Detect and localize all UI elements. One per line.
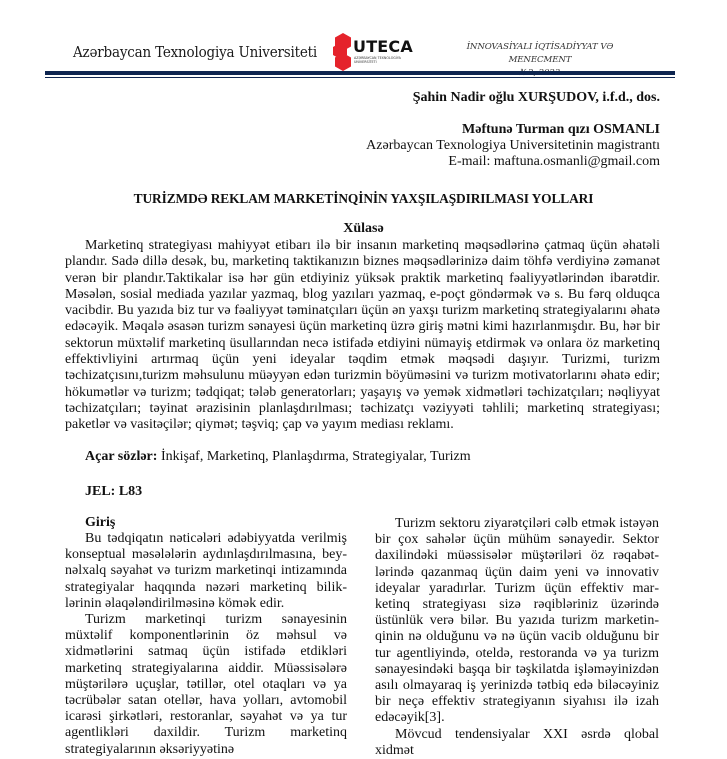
author-1-name: Şahin Nadir oğlu XURŞUDOV, i.f.d., dos. bbox=[412, 90, 660, 105]
logo-subtitle: AZƏRBAYCAN TEXNOLOGİYA UNİVERSİTETİ bbox=[354, 56, 401, 64]
header-rule-thin bbox=[45, 77, 675, 78]
section-heading-intro: Giriş bbox=[85, 515, 116, 530]
author-2-name: Məftunə Turman qızı OSMANLI bbox=[462, 122, 660, 137]
author-2-affiliation: Azərbaycan Texnologiya Universitetinin magistrantı bbox=[366, 138, 660, 153]
abstract-heading: Xülasə bbox=[343, 221, 384, 236]
paragraph: Mövcud tendensiyalar XXI əsrdə qlobal xidmət bbox=[375, 726, 659, 758]
keywords-list: İnkişaf, Marketinq, Planlaşdırma, Strategiyalar, Turizm bbox=[157, 449, 471, 464]
body-column-right bbox=[375, 516, 659, 759]
paragraph: Bu tədqiqatın nəticələri ədəbiyyatda verilmiş konseptual məsələlərin aydınlaşdırılmasına, beynəlxalq səyahət və turizm marketinqi intizamında strategiyalar haqqında nəzəri marketinq biliklərinin əlaqələndirilməsinə kömək edir. bbox=[65, 531, 347, 611]
uteca-logo bbox=[333, 33, 413, 71]
paragraph: Turizm sektoru ziyarətçiləri cəlb etmək istəyən bir çox sahələr üçün mühüm sənayedir. Sektor daxilindəki müəssisələr müştəriləri öz rəqabətlərində qazanmaq üçün daim yeni və innovativ ideyalar yaradırlar. Turizm üçün effektiv marketinq strategiyası sizə rəqibləriniz üzərində üstünlük verə bilər. Bu yazıda turizm marketinqinin nə olduğunu və nə üçün vacib olduğunu bir tur agentliyində, oteldə, restoranda və ya turizm sənayesindəki başqa bir təşkilatda işləməyinizdən asılı olmayaraq iş yerinizdə tətbiq edə biləcəyiniz bir neçə effektiv strategiyanın siyahısı ilə izah edəcəyik[3]. bbox=[375, 516, 659, 726]
university-name: Azərbaycan Texnologiya Universiteti bbox=[73, 45, 318, 61]
keywords-label: Açar sözlər: bbox=[85, 449, 158, 464]
jel-code: JEL: L83 bbox=[85, 484, 143, 499]
keywords bbox=[85, 449, 471, 465]
logo-wordmark: UTECA bbox=[353, 37, 413, 56]
body-column-left bbox=[65, 514, 347, 758]
paragraph: Turizm marketinqi turizm sənayesinin müxtəlif komponentlərinin öz məhsul və xidmətlərini satmaq üçün istifadə etdikləri marketinq strategiyalarına aiddir. Müəssisələrə müştərilərə uçuşlar, tətillər, otel otaqları və ya təcrübələr satan otellər, hava yolları, avtomobil icarəsi şirkətləri, restoranlar, səyahət və ya tur agentlikləri daxildir. Turizm marketinq strategiyalarının əksəriyyətinə bbox=[65, 612, 347, 757]
author-2-email[interactable]: E-mail: maftuna.osmanli@gmail.com bbox=[448, 154, 660, 169]
journal-title: İNNOVASİYALI İQTİSADİYYAT VƏ MENECMENT bbox=[466, 42, 614, 65]
header-rule-thick bbox=[45, 71, 675, 75]
authors-block bbox=[366, 90, 660, 170]
article-title: TURİZMDƏ REKLAM MARKETİNQİNİN YAXŞILAŞDIRILMASI YOLLARI bbox=[133, 191, 594, 206]
red-hexagons-icon bbox=[333, 33, 353, 71]
page-header bbox=[0, 0, 727, 80]
abstract-text: Marketinq strategiyası mahiyyət etibarı ilə bir insanın marketinq məqsədlərinə çatmaq üçün əhatəli plandır. Sadə dillə desək, bu, marketinq taktikanızın biznes məqsədlərinizə daim töhfə verdiyinə zəmanət verən bir plandır.Taktikalar isə hər gün etdiyiniz yüksək praktik marketinq fəaliyyətlərindən ibarətdir. Məsələn, sosial mediada yazılar yazmaq, blog yazıları yazmaq, e-poçt göndərmək və s. Bu fərq olduqca vacibdir. Bu yazıda biz tur və fəaliyyət təminatçıları üçün ən yaxşı turizm marketinq strategiyalarını əhatə edəcəyik. Məqalə əsasən turizm sənayesi üçün marketinq üzrə giriş mətni kimi hazırlanmışdır. Bu, hər bir sektorun müxtəlif marketinq üsullarından necə istifadə etdiyini nümayiş etdirmək və onlara öz marketinq effektivliyini artırmaq üçün yeni ideyalar təqdim etmək məqsədi daşıyır. Turizmi, turizm təchizatçısını,turizm məhsulunu müəyyən edən turizmin böyüməsini və turizm motivatorlarını əhatə edir; hökumətlər və turizm; tədqiqat; tələb generatorları; yaşayış və yemək xidmətləri təchizatçıları; nəqliyyat təchizatçıları; təyinat ərazisinin planlaşdırılması; təchizatçı vəziyyəti təhlili; marketinq strategiyası; paketlər və vasitəçilər; qiymət; təşviq; çap və yayım mediası reklamı. bbox=[65, 238, 660, 433]
